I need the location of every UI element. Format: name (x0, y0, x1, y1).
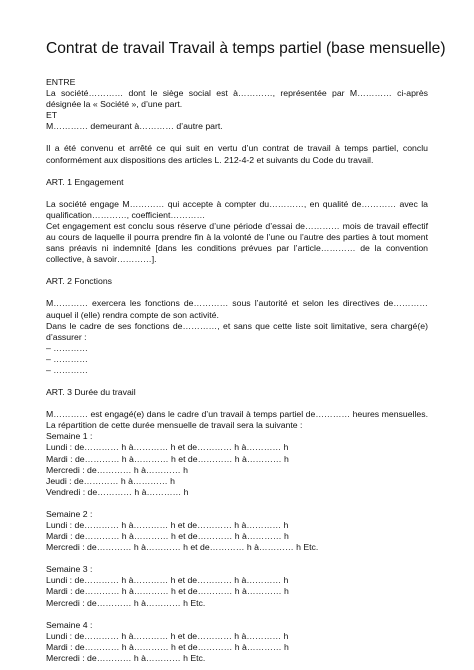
schedule-line: Lundi : de………… h à………… h et de………… h à………… h (46, 575, 289, 586)
article-2-paragraph-2: Dans le cadre de ses fonctions de…………, et sans que cette liste soit limitative, sera chargé(e) d’assurer : (46, 320, 428, 342)
parties-section (46, 77, 428, 132)
schedule-line: Mercredi : de………… h à………… h Etc. (46, 597, 206, 608)
article-2-paragraph-1: M………… exercera les fonctions de………… sous l’autorité et selon les directives de………… auquel il (elle) rendra compte de son activité. (46, 298, 428, 320)
article-1-paragraph-1: La société engage M………… qui accepte à compter du…………, en qualité de………… avec la qualification…………, coefficient………… (46, 198, 428, 220)
schedule-line: Mardi : de………… h à………… h et de………… h à………… h (46, 641, 289, 652)
schedule-line: Mardi : de………… h à………… h et de………… h à………… h (46, 453, 289, 464)
article-1-paragraph-2: Cet engagement est conclu sous réserve d’une période d’essai de………… mois de travail effectif au cours de laquelle il pourra prendre fin à la volonté de l’une ou l’autre des parties à tout moment sans préavis ni indemnité [dans les conditions prévues par l’article………… de la convention collective, à savoir…………]. (46, 220, 428, 265)
schedule-line: Mercredi : de………… h à………… h et de………… h à………… h Etc. (46, 542, 319, 553)
schedule-week-4 (46, 620, 428, 664)
list-item: – ………… (46, 342, 88, 353)
schedule-line: Lundi : de………… h à………… h et de………… h à………… h (46, 442, 289, 453)
schedule-line: Lundi : de………… h à………… h et de………… h à………… h (46, 520, 289, 530)
employee-paragraph: M………… demeurant à………… d’autre part. (46, 121, 223, 132)
article-3 (46, 387, 428, 664)
schedule-line: Lundi : de………… h à………… h et de………… h à………… h (46, 630, 289, 641)
schedule-line: Jeudi : de………… h à………… h (46, 475, 175, 486)
et-heading: ET (46, 110, 58, 121)
document-title: Contrat de travail Travail à temps partiel (base mensuelle) (46, 40, 446, 57)
schedule-line: Mercredi : de………… h à………… h (46, 464, 188, 475)
week-label: Semaine 4 : (46, 619, 93, 630)
schedule-line: Mercredi : de………… h à………… h Etc. (46, 652, 206, 663)
list-item: – ………… (46, 353, 88, 364)
week-label: Semaine 3 : (46, 564, 93, 575)
schedule-line: Vendredi : de………… h à………… h (46, 486, 189, 497)
week-label: Semaine 1 : (46, 431, 93, 442)
article-2-heading: ART. 2 Fonctions (46, 276, 112, 287)
intro-paragraph: Il a été convenu et arrêté ce qui suit en vertu d’un contrat de travail à temps partiel, conclu conformément aux dispositions des articles L. 212-4-2 et suivants du Code du travail. (46, 143, 428, 165)
schedule-week-3 (46, 564, 428, 608)
societe-paragraph: La société………… dont le siège social est à…………, représentée par M………… ci-après désignée la « Société », d’une part. (46, 88, 428, 110)
schedule-line: Mardi : de………… h à………… h et de………… h à………… h (46, 531, 289, 542)
schedule-week-1 (46, 431, 428, 498)
list-item: – ………… (46, 364, 88, 375)
schedule-line: Mardi : de………… h à………… h et de………… h à………… h (46, 586, 289, 597)
entre-heading: ENTRE (46, 77, 76, 87)
article-3-paragraph-1: M………… est engagé(e) dans le cadre d’un travail à temps partiel de………… heures mensuelles. La répartition de cette durée mensuelle de travail sera la suivante : (46, 409, 428, 431)
article-3-heading: ART. 3 Durée du travail (46, 387, 136, 398)
week-label: Semaine 2 : (46, 508, 93, 519)
article-1-heading: ART. 1 Engagement (46, 176, 124, 187)
schedule-week-2 (46, 509, 428, 553)
article-2 (46, 276, 428, 376)
article-1 (46, 177, 428, 266)
